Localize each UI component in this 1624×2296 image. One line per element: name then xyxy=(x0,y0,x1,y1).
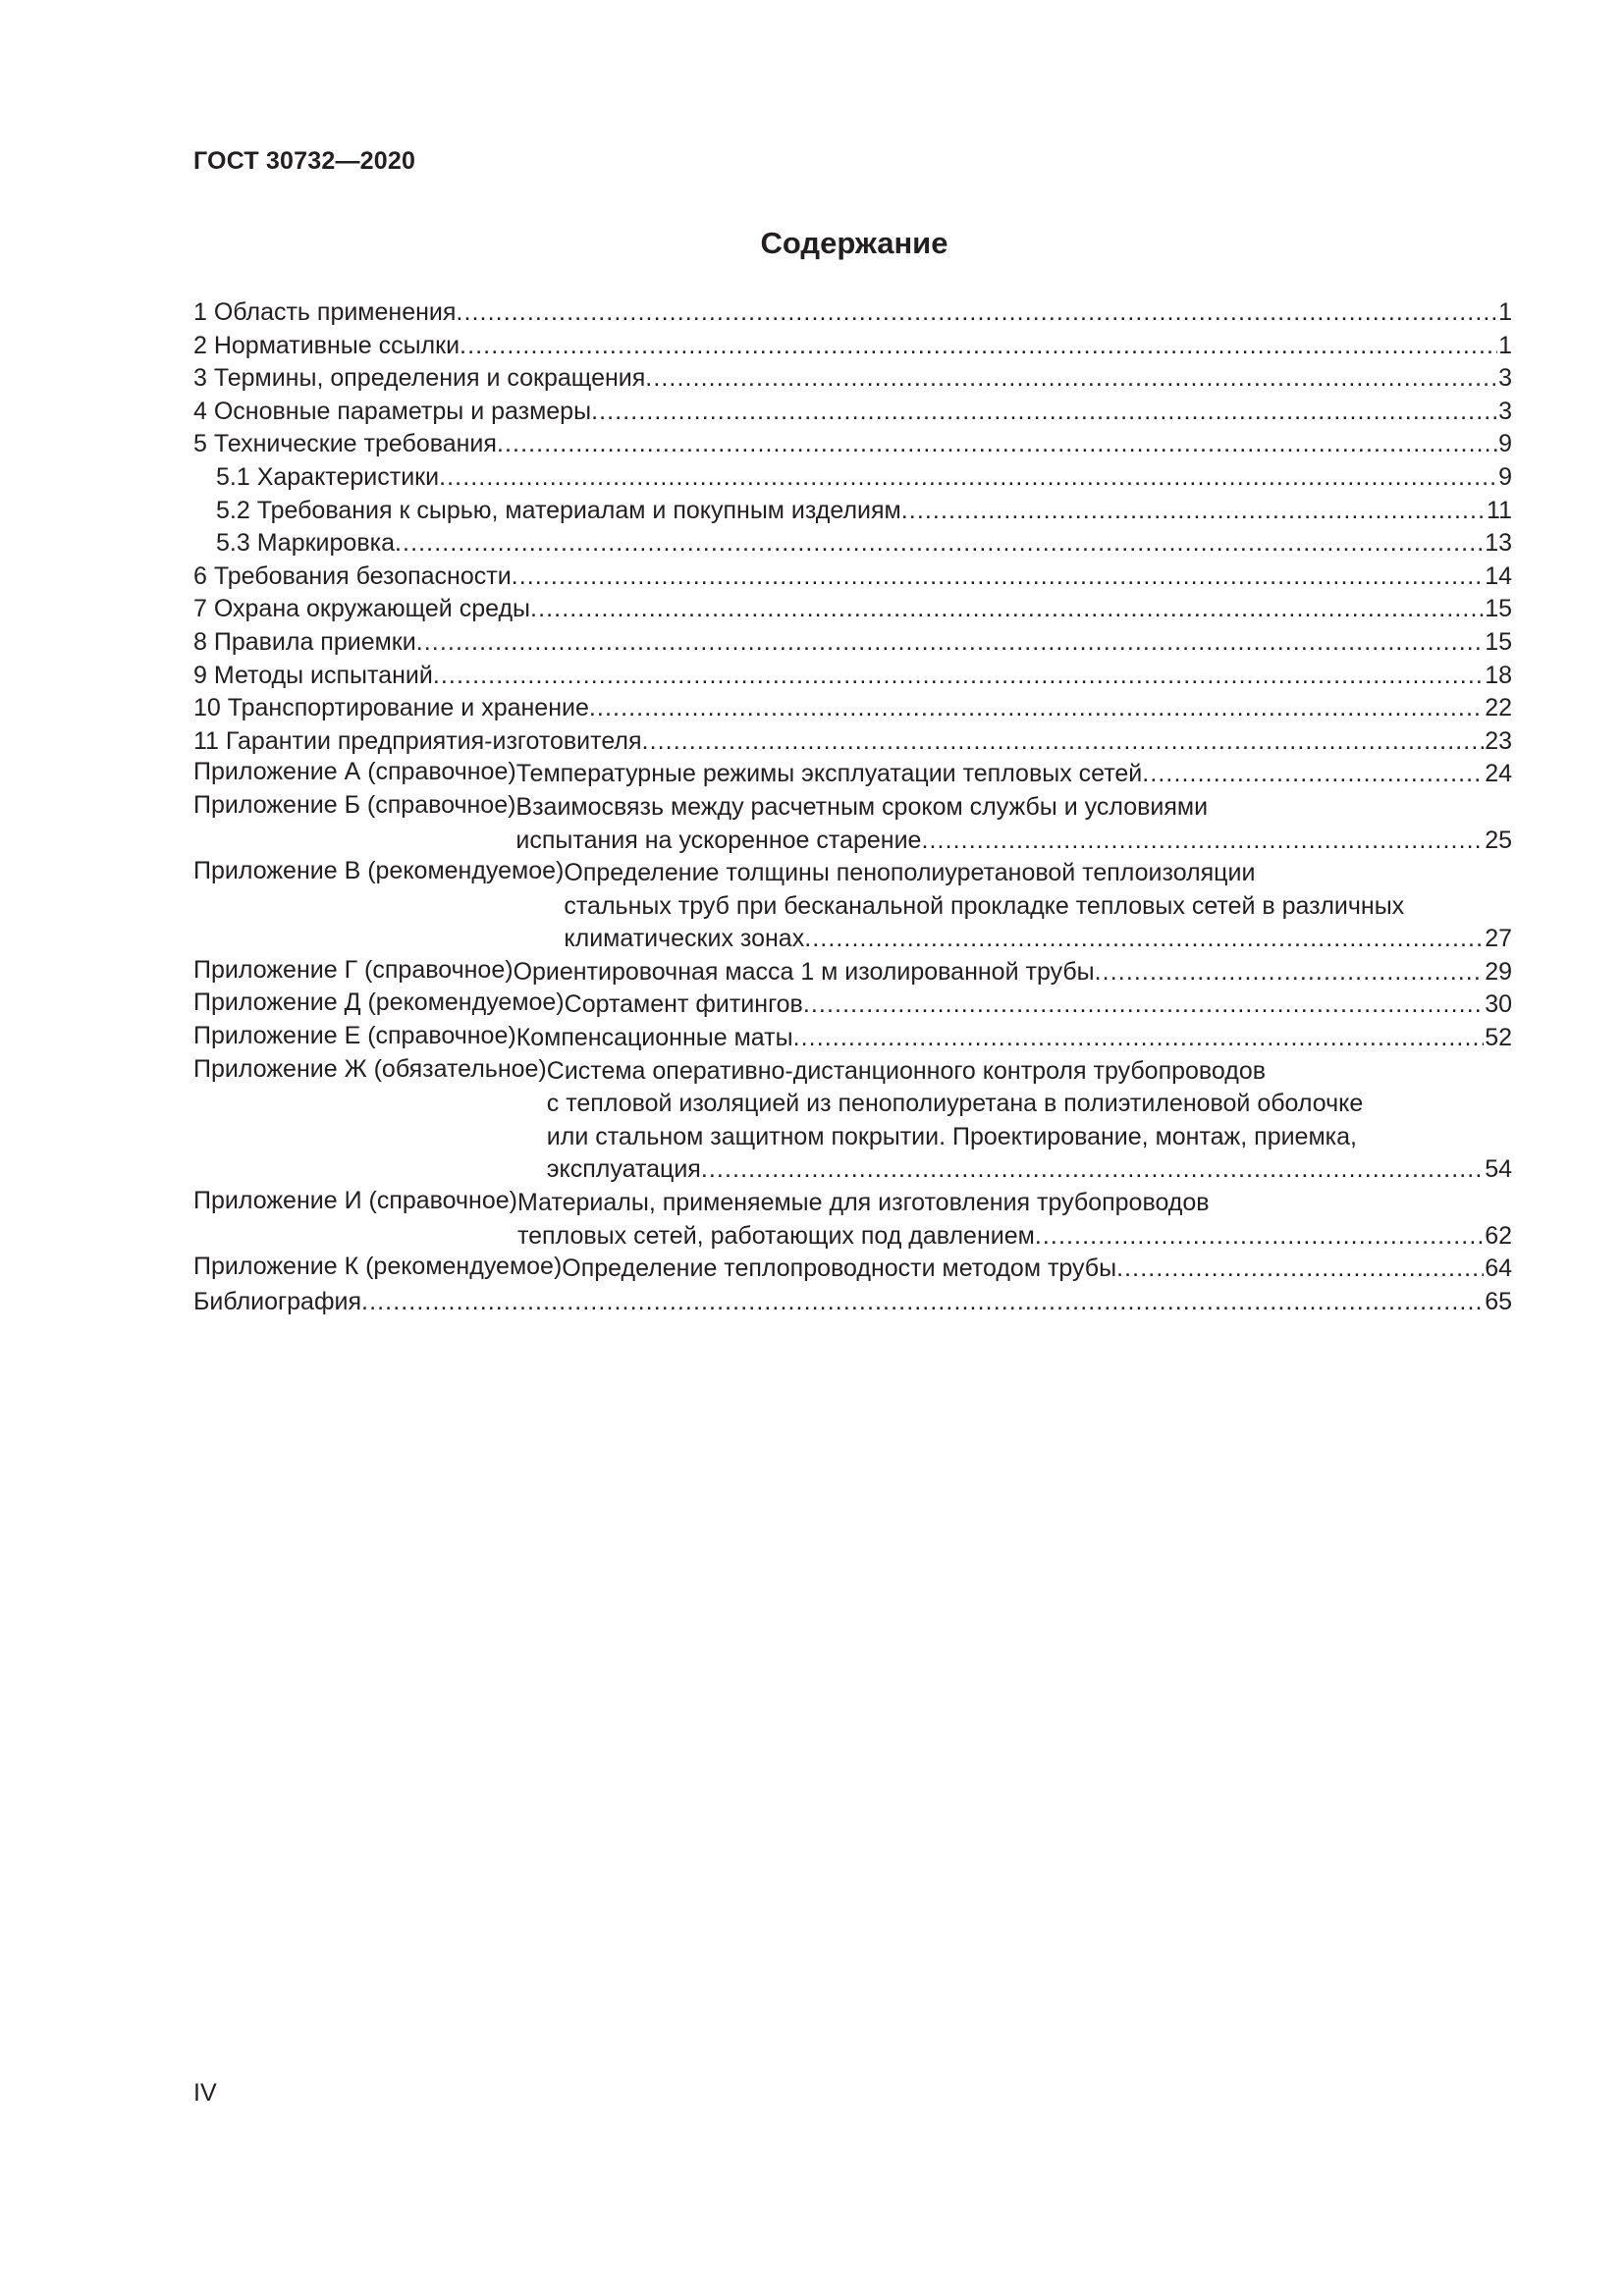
toc-entry-text: Библиография xyxy=(193,1287,362,1315)
toc-entry-line: Взаимосвязь между расчетным сроком службы и условиями xyxy=(515,792,1209,821)
toc-entry-appendix-a[interactable] xyxy=(193,758,1512,791)
toc-entry-text: 4 Основные параметры и размеры xyxy=(193,397,592,425)
toc-entry-appendix-zh[interactable] xyxy=(193,1055,1512,1187)
toc-appendix-prefix: Приложение В (рекомендуемое) xyxy=(193,857,565,885)
dot-leader xyxy=(1035,1220,1484,1254)
dot-leader xyxy=(642,725,1485,759)
toc-entry-appendix-e[interactable] xyxy=(193,1022,1512,1055)
dot-leader xyxy=(1095,956,1485,989)
toc-page-number: 65 xyxy=(1485,1287,1512,1315)
toc-page-number: 15 xyxy=(1485,595,1512,623)
toc-page-number: 62 xyxy=(1485,1221,1512,1250)
toc-entry-text: 5 Технические требования xyxy=(193,430,497,458)
dot-leader xyxy=(416,626,1484,660)
toc-entry-text: 5.1 Характеристики xyxy=(216,462,440,491)
toc-entry-line: Материалы, применяемые для изготовления трубопроводов xyxy=(516,1189,1210,1217)
toc-entry-text: Определение теплопроводности методом трубы xyxy=(562,1255,1117,1283)
dot-leader xyxy=(512,561,1485,594)
toc-entry-text: 3 Термины, определения и сокращения xyxy=(193,364,646,393)
toc-appendix-prefix: Приложение К (рекомендуемое) xyxy=(193,1253,563,1281)
toc-appendix-prefix: Приложение Е (справочное) xyxy=(193,1022,516,1050)
toc-page-number: 1 xyxy=(1498,331,1512,359)
dot-leader xyxy=(921,825,1484,858)
toc-entry-section-1[interactable] xyxy=(193,296,1512,330)
toc-entry-section-5-3[interactable] xyxy=(193,527,1512,561)
toc-appendix-prefix: Приложение Г (справочное) xyxy=(193,955,514,984)
toc-entry-text: 1 Область применения xyxy=(193,298,457,326)
toc-page-number: 29 xyxy=(1485,957,1512,986)
dot-leader xyxy=(460,330,1497,363)
toc-entry-appendix-k[interactable] xyxy=(193,1253,1512,1286)
toc-entry-appendix-v[interactable] xyxy=(193,857,1512,956)
toc-appendix-prefix: Приложение Б (справочное) xyxy=(193,790,516,819)
toc-entry-line: с тепловой изоляцией из пенополиуретана в полиэтиленовой оболочке xyxy=(546,1090,1364,1118)
toc-entry-text: испытания на ускоренное старение xyxy=(515,826,922,854)
toc-entry-text: Сортамент фитингов xyxy=(564,990,803,1019)
toc-entry-section-3[interactable] xyxy=(193,362,1512,396)
toc-entry-text: 6 Требования безопасности xyxy=(193,561,512,590)
toc-entry-appendix-b[interactable] xyxy=(193,791,1512,857)
toc-entry-section-5-2[interactable] xyxy=(193,495,1512,528)
page-title: Содержание xyxy=(760,226,948,260)
toc-page-number: 52 xyxy=(1485,1024,1512,1052)
toc-page-number: 14 xyxy=(1485,561,1512,590)
toc-appendix-prefix: Приложение Ж (обязательное) xyxy=(193,1054,547,1083)
toc-page-number: 23 xyxy=(1485,726,1512,755)
table-of-contents xyxy=(193,296,1512,1318)
toc-entry-section-6[interactable] xyxy=(193,561,1512,594)
toc-page-number: 54 xyxy=(1485,1155,1512,1184)
dot-leader xyxy=(361,1286,1484,1319)
toc-entry-text: 7 Охрана окружающей среды xyxy=(193,595,531,623)
toc-page-number: 11 xyxy=(1487,496,1512,524)
toc-entry-section-4[interactable] xyxy=(193,396,1512,429)
toc-entry-text: 2 Нормативные ссылки xyxy=(193,331,460,359)
toc-page-number: 18 xyxy=(1485,661,1512,689)
toc-page-number: 22 xyxy=(1485,694,1512,722)
toc-page-number: 9 xyxy=(1498,430,1512,458)
toc-entry-section-10[interactable] xyxy=(193,692,1512,725)
dot-leader xyxy=(804,923,1484,956)
toc-entry-section-2[interactable] xyxy=(193,330,1512,363)
toc-entry-bibliography[interactable] xyxy=(193,1286,1512,1319)
toc-appendix-prefix: Приложение А (справочное) xyxy=(193,758,516,786)
toc-entry-section-5-1[interactable] xyxy=(193,461,1512,495)
toc-entry-text: тепловых сетей, работающих под давлением xyxy=(516,1221,1035,1250)
dot-leader xyxy=(591,396,1497,429)
toc-entry-section-8[interactable] xyxy=(193,626,1512,660)
dot-leader xyxy=(645,362,1497,396)
toc-entry-text: 11 Гарантии предприятия-изготовителя xyxy=(193,726,642,755)
toc-entry-appendix-d[interactable] xyxy=(193,988,1512,1022)
toc-entry-text: 5.2 Требования к сырью, материалам и покупным изделиям xyxy=(216,496,901,524)
toc-page-number: 24 xyxy=(1485,760,1512,788)
toc-page-number: 30 xyxy=(1485,990,1512,1019)
toc-entry-text: эксплуатация xyxy=(546,1155,701,1184)
toc-entry-appendix-i[interactable] xyxy=(193,1187,1512,1253)
toc-entry-text: 5.3 Маркировка xyxy=(216,529,395,558)
toc-page-number: 9 xyxy=(1498,462,1512,491)
dot-leader xyxy=(901,495,1486,528)
dot-leader xyxy=(497,428,1497,461)
dot-leader xyxy=(793,1022,1485,1055)
toc-entry-line: стальных труб при бесканальной прокладке тепловых сетей в различных xyxy=(564,891,1405,920)
toc-page-number: 3 xyxy=(1498,397,1512,425)
toc-appendix-prefix: Приложение И (справочное) xyxy=(193,1187,517,1215)
toc-page-number: 13 xyxy=(1485,529,1512,558)
toc-entry-section-9[interactable] xyxy=(193,660,1512,693)
toc-entry-section-7[interactable] xyxy=(193,593,1512,626)
dot-leader xyxy=(530,593,1484,626)
toc-entry-text: 10 Транспортирование и хранение xyxy=(193,694,589,722)
toc-entry-text: 8 Правила приемки xyxy=(193,627,416,656)
toc-entry-section-11[interactable] xyxy=(193,725,1512,759)
toc-entry-text: Ориентировочная масса 1 м изолированной трубы xyxy=(513,957,1095,986)
page-number: IV xyxy=(193,2079,217,2107)
dot-leader xyxy=(439,461,1497,495)
dot-leader xyxy=(589,692,1484,725)
dot-leader xyxy=(1142,758,1484,791)
toc-entry-text: 9 Методы испытаний xyxy=(193,661,433,689)
dot-leader xyxy=(433,660,1484,693)
toc-entry-text: Температурные режимы эксплуатации тепловых сетей xyxy=(515,760,1143,788)
dot-leader xyxy=(456,296,1497,330)
dot-leader xyxy=(395,527,1484,561)
toc-entry-appendix-g[interactable] xyxy=(193,956,1512,989)
toc-entry-line: Определение толщины пенополиуретановой теплоизоляции xyxy=(564,859,1256,887)
toc-page-number: 27 xyxy=(1485,925,1512,953)
toc-page-number: 64 xyxy=(1485,1255,1512,1283)
toc-entry-line: Система оперативно-дистанционного контроля трубопроводов xyxy=(546,1056,1267,1085)
toc-appendix-prefix: Приложение Д (рекомендуемое) xyxy=(193,988,565,1017)
toc-page-number: 25 xyxy=(1485,826,1512,854)
document-header: ГОСТ 30732—2020 xyxy=(193,147,416,175)
toc-entry-section-5[interactable] xyxy=(193,428,1512,461)
toc-page-number: 15 xyxy=(1485,627,1512,656)
toc-entry-text: климатических зонах xyxy=(564,925,805,953)
toc-page-number: 1 xyxy=(1498,298,1512,326)
toc-entry-text: Компенсационные маты xyxy=(515,1024,793,1052)
dot-leader xyxy=(701,1153,1484,1187)
dot-leader xyxy=(1116,1253,1484,1286)
toc-page-number: 3 xyxy=(1498,364,1512,393)
toc-entry-line: или стальном защитном покрытии. Проектирование, монтаж, приемка, xyxy=(546,1122,1357,1150)
dot-leader xyxy=(803,988,1484,1022)
